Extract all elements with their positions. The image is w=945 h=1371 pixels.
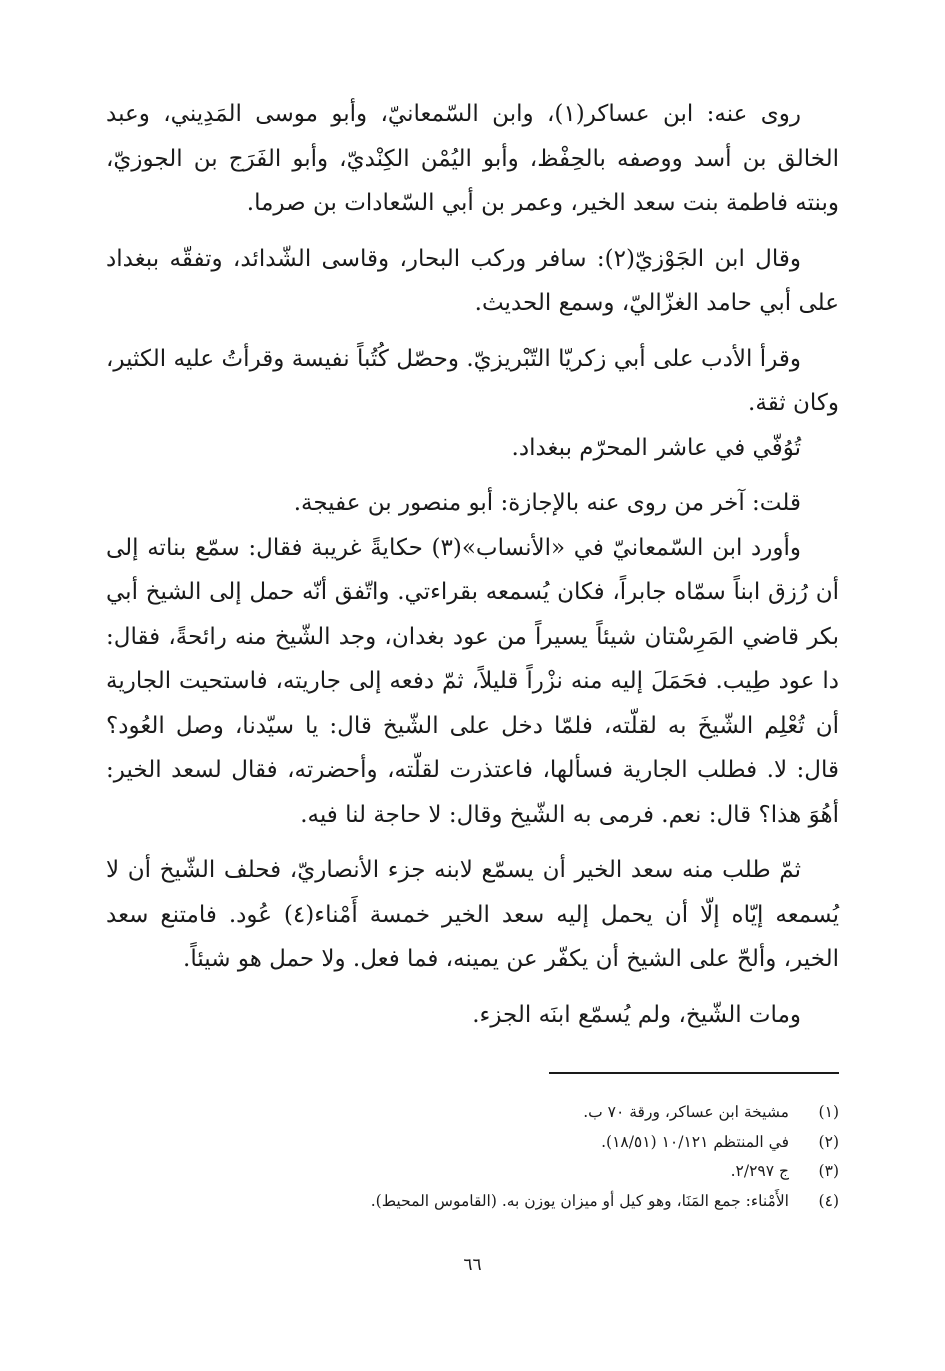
paragraph: قلت: آخر من روى عنه بالإجازة: أبو منصور بن عفيجة.: [293, 490, 801, 516]
footnote-separator: [549, 1072, 839, 1074]
paragraph: روى عنه: ابن عساكر(١)، وابن السّمعانيّ، وأبو موسى المَدِيني، وعبد الخالق بن أسد ووصفه بالحِفْظ، وأبو اليُمْن الكِنْديّ، وأبو الفَرَج بن الجوزيّ، وبنته فاطمة بنت سعد الخير، وعمر بن أبي السّعادات بن صرما.: [106, 101, 839, 216]
paragraph: وقرأ الأدب على أبي زكريّا التّبْريزيّ. وحصّل كُتُباً نفيسة وقرأتُ عليه الكثير، وكان ثقة.: [106, 345, 839, 416]
footnotes: [106, 1098, 839, 1216]
paragraph: ثمّ طلب منه سعد الخير أن يسمّع لابنه جزء الأنصاريّ، فحلف الشّيخ أن لا يُسمعه إيّاه إلّا أن يحمل إليه سعد الخير خمسة أَمْناء(٤) عُود. فامتنع سعد الخير، وألحّ على الشيخ أن يكفّر عن يمينه، فما فعل. ولا حمل هو شيئاً.: [106, 857, 840, 972]
footnote: [106, 1098, 839, 1128]
footnote-text: مشيخة ابن عساكر، ورقة ٧٠ ب.: [583, 1103, 789, 1121]
footnote-text: الأَمْناء: جمع المَنَا، وهو كيل أو ميزان يوزن به. (القاموس المحيط).: [370, 1191, 789, 1210]
paragraph: وقال ابن الجَوْزيّ(٢): سافر وركب البحار، وقاسى الشّدائد، وتفقّه ببغداد على أبي حامد الغزّاليّ، وسمع الحديث.: [106, 245, 839, 316]
paragraph: وأورد ابن السّمعانيّ في «الأنساب»(٣) حكايةً غريبة فقال: سمّع بناته إلى أن رُزق ابناً سمّاه جابراً، فكان يُسمعه بقراءتي. واتّفق أنّه حمل إلى الشيخ أبي بكر قاضي المَرِسْتان شيئاً يسيراً من عود بغدان، وجد الشّيخ منه رائحةً، فقال: دا عود طِيب. فحَمَلَ إليه منه نزْراً قليلاً، ثمّ دفعه إلى جاريته، فاستحيت الجارية أن تُعْلِم الشّيخَ به لقلّته، فلمّا دخل على الشّيخ قال: يا سيّدنا، وصل العُود؟ قال: لا. فطلب الجارية فسألها، فاعتذرت لقلّته، وأحضرته، فقال لسعد الخير: أهُوَ هذا؟ قال: نعم. فرمى به الشّيخ وقال: لا حاجة لنا فيه.: [106, 534, 839, 828]
footnote: [106, 1157, 839, 1187]
footnote-number: (١): [818, 1103, 839, 1121]
footnote: [106, 1128, 839, 1158]
footnote-text: ج ٢/٢٩٧.: [730, 1162, 789, 1180]
paragraph: تُوُفّي في عاشر المحرّم ببغداد.: [511, 434, 801, 461]
footnote-number: (٣): [818, 1162, 839, 1180]
footnote: [106, 1187, 839, 1217]
page-number: ٦٦: [463, 1255, 482, 1275]
footnote-number: (٤): [818, 1191, 839, 1210]
footnote-text: في المنتظم ١٠/١٢١ (١٨/٥١).: [601, 1132, 789, 1151]
footnote-number: (٢): [818, 1132, 839, 1151]
main-text: [106, 92, 839, 1048]
paragraph: ومات الشّيخ، ولم يُسمّع ابنَه الجزء.: [472, 1001, 801, 1028]
